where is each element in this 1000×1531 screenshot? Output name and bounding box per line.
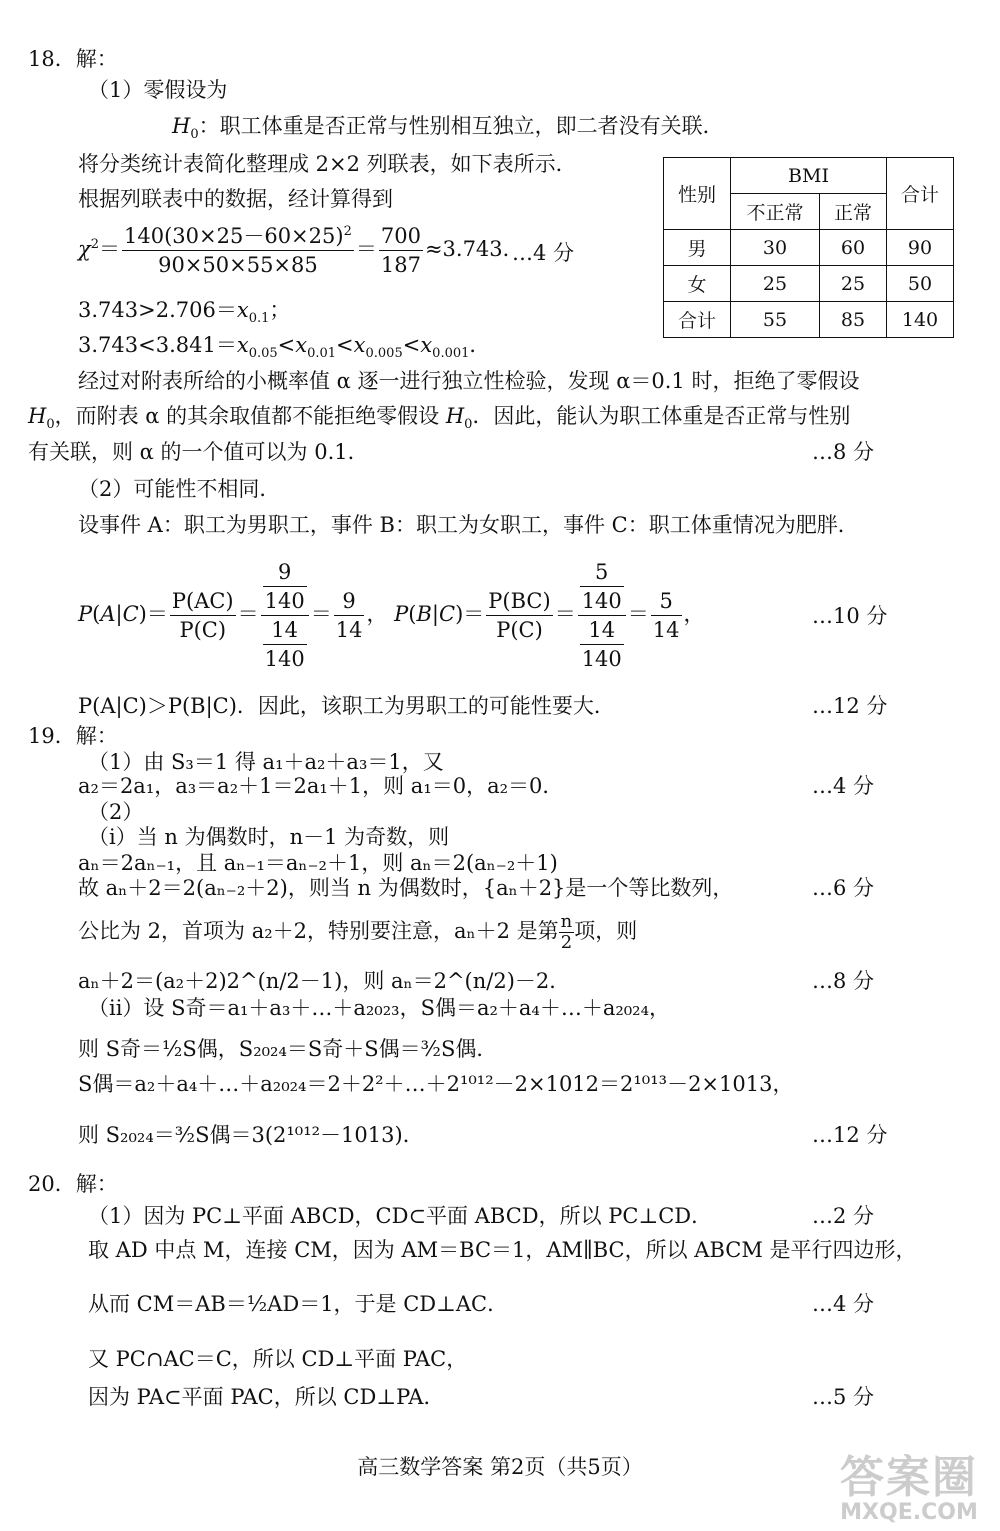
score-12-q18: …12 分: [812, 694, 888, 718]
q19-line-6: 故 aₙ＋2＝2(aₙ₋₂＋2)，则当 n 为偶数时，{aₙ＋2}是一个等比数列，: [78, 876, 734, 900]
q20-heading: 20．解：: [28, 1172, 118, 1196]
frac-5-14: $\frac{5}{14}$: [652, 589, 680, 642]
score-4-q19: …4 分: [812, 774, 875, 798]
q19-line-5: aₙ＝2aₙ₋₁，且 aₙ₋₁＝aₙ₋₂＋1，则 aₙ＝2(aₙ₋₂＋1): [78, 851, 558, 875]
watermark-text: 答案圈: [840, 1452, 978, 1503]
score-2-q20: …2 分: [812, 1204, 875, 1228]
row-label: 男: [664, 230, 731, 266]
score-8-q18: …8 分: [812, 440, 875, 464]
q18-part1-title: （1）零假设为: [88, 78, 228, 102]
th-bmi: BMI: [731, 158, 887, 194]
q19-line-8: aₙ＋2＝(a₂＋2)2^(n/2－1)，则 aₙ＝2^(n/2)－2．: [78, 969, 571, 993]
q19-line-1: （1）由 S₃＝1 得 a₁＋a₂＋a₃＝1，又: [88, 750, 444, 774]
q19-line-10: 则 S奇＝½S偶，S₂₀₂₄＝S奇＋S偶＝³⁄₂S偶．: [78, 1037, 498, 1061]
frac-pac-pc: $\frac{P(AC)}{P(C)}$: [171, 589, 234, 642]
score-6-q19: …6 分: [812, 876, 875, 900]
q19-line-2: a₂＝2a₁，a₃＝a₂＋1＝2a₁＋1，则 a₁＝0，a₂＝0．: [78, 774, 564, 798]
q19-line-4: （i）当 n 为偶数时，n－1 为奇数，则: [88, 825, 450, 849]
q19-line-3: （2）: [88, 800, 144, 824]
table-row: [664, 230, 954, 266]
q18-conclusion-3: 有关联，则 α 的一个值可以为 0.1．: [28, 440, 369, 464]
chi-fraction-1: $\frac{140(30\times 25-60\times 25)^2}{90\times 50\times 55\times 85}$: [124, 224, 352, 277]
q18-compare-1: $3.743>2.706=x_{0.1}$；: [78, 298, 291, 327]
q18-calc-intro: 根据列联表中的数据，经计算得到: [78, 187, 393, 211]
cell-total: 50: [887, 266, 954, 302]
row-label: 合计: [664, 302, 731, 338]
th-normal: 正常: [820, 194, 887, 230]
score-8-q19: …8 分: [812, 969, 875, 993]
chi-square-formula: $\chi^2=$ $\frac{140(30\times 25-60\times 25)^2}{90\times 50\times 55\times 85}$ ＝ $\frac{700}{187}$ ≈3.743．: [78, 224, 524, 277]
watermark-logo: [840, 1452, 978, 1525]
score-4-q18: …4 分: [512, 241, 575, 265]
q18-null-hypothesis: $H_0$：职工体重是否正常与性别相互独立，即二者没有关联．: [172, 114, 724, 143]
q19-line-11: S偶＝a₂＋a₄＋…＋a₂₀₂₄＝2＋2²＋…＋2¹⁰¹²－2×1012＝2¹⁰¹³－2×1013，: [78, 1072, 794, 1096]
q20-line-5: 因为 PA⊂平面 PAC，所以 CD⊥PA．: [88, 1385, 445, 1409]
frac-pbc-pc: $\frac{P(BC)}{P(C)}$: [488, 589, 551, 642]
score-10-q18: …10 分: [812, 604, 888, 628]
table-row: [664, 302, 954, 338]
q18-heading: 18．解：: [28, 47, 118, 71]
q19-line-7: 公比为 2，首项为 a₂＋2，特别要注意，aₙ＋2 是第 $\frac{n}{2}$ 项，则: [78, 911, 638, 953]
q19-line-12: 则 S₂₀₂₄＝³⁄₂S偶＝3(2¹⁰¹²－1013)．: [78, 1123, 424, 1147]
q18-conclusion-2: $H_0$，而附表 α 的其余取值都不能拒绝零假设 $H_0$．因此，能认为职工体重是否正常与性别: [28, 404, 851, 433]
q19-line-9: （ii）设 S奇＝a₁＋a₃＋…＋a₂₀₂₃，S偶＝a₂＋a₄＋…＋a₂₀₂₄，: [88, 996, 671, 1020]
table-row: [664, 266, 954, 302]
q20-line-4: 又 PC∩AC＝C，所以 CD⊥平面 PAC，: [88, 1347, 468, 1371]
cell-abnormal: 25: [731, 266, 820, 302]
cell-normal: 60: [820, 230, 887, 266]
chi-fraction-2: $\frac{700}{187}$: [380, 224, 421, 277]
th-abnormal: 不正常: [731, 194, 820, 230]
contingency-table: [663, 157, 954, 338]
frac-9-14: $\frac{9}{14}$: [335, 589, 363, 642]
q18-part2-title: （2）可能性不相同．: [78, 477, 281, 501]
th-total: 合计: [887, 158, 954, 230]
q18-table-intro: 将分类统计表简化整理成 2×2 列联表，如下表所示．: [78, 152, 577, 176]
th-gender: 性别: [664, 158, 731, 230]
q18-final: P(A|C)＞P(B|C)．因此，该职工为男职工的可能性要大．: [78, 694, 615, 718]
q18-events: 设事件 A：职工为男职工，事件 B：职工为女职工，事件 C：职工体重情况为肥胖．: [78, 513, 859, 537]
q19-heading: 19．解：: [28, 724, 118, 748]
cell-normal: 25: [820, 266, 887, 302]
cell-total: 140: [887, 302, 954, 338]
h0-text: ：职工体重是否正常与性别相互独立，即二者没有关联．: [198, 114, 724, 138]
q18-compare-2: $3.743<3.841=x_{0.05}<x_{0.01}<x_{0.005}<x_{0.001}$．: [78, 333, 491, 362]
frac-compound-b: $\frac{\frac{5}{140}}{\frac{14}{140}}$: [578, 558, 626, 673]
cell-abnormal: 30: [731, 230, 820, 266]
cell-abnormal: 55: [731, 302, 820, 338]
q20-line-1: （1）因为 PC⊥平面 ABCD，CD⊂平面 ABCD，所以 PC⊥CD．: [88, 1204, 713, 1228]
score-12-q19: …12 分: [812, 1123, 888, 1147]
cell-total: 90: [887, 230, 954, 266]
frac-compound-a: $\frac{\frac{9}{140}}{\frac{14}{140}}$: [261, 558, 309, 673]
score-4-q20: …4 分: [812, 1292, 875, 1316]
row-label: 女: [664, 266, 731, 302]
q20-line-3: 从而 CM＝AB＝½AD＝1，于是 CD⊥AC．: [88, 1292, 509, 1316]
conditional-probability-formula: P(A|C)＝ $\frac{P(AC)}{P(C)}$ ＝ $\frac{\frac{9}{140}}{\frac{14}{140}}$ ＝ $\frac{9}{14}$ ， P(B|C)＝ $\frac{P(BC)}{P(C)}$ ＝ $\frac{\frac{5}{140}}{\frac{14}{140}}$ ＝ $\frac{5}{14}$ ，: [78, 560, 705, 671]
cell-normal: 85: [820, 302, 887, 338]
watermark-domain: MXQE.COM: [840, 1500, 978, 1525]
q20-line-2: 取 AD 中点 M，连接 CM，因为 AM＝BC＝1，AM∥BC，所以 ABCM 是平行四边形，: [88, 1238, 917, 1262]
q18-conclusion-1: 经过对附表所给的小概率值 α 逐一进行独立性检验，发现 α＝0.1 时，拒绝了零假设: [78, 369, 860, 393]
page-footer: 高三数学答案 第2页（共5页）: [357, 1455, 643, 1479]
score-5-q20: …5 分: [812, 1385, 875, 1409]
